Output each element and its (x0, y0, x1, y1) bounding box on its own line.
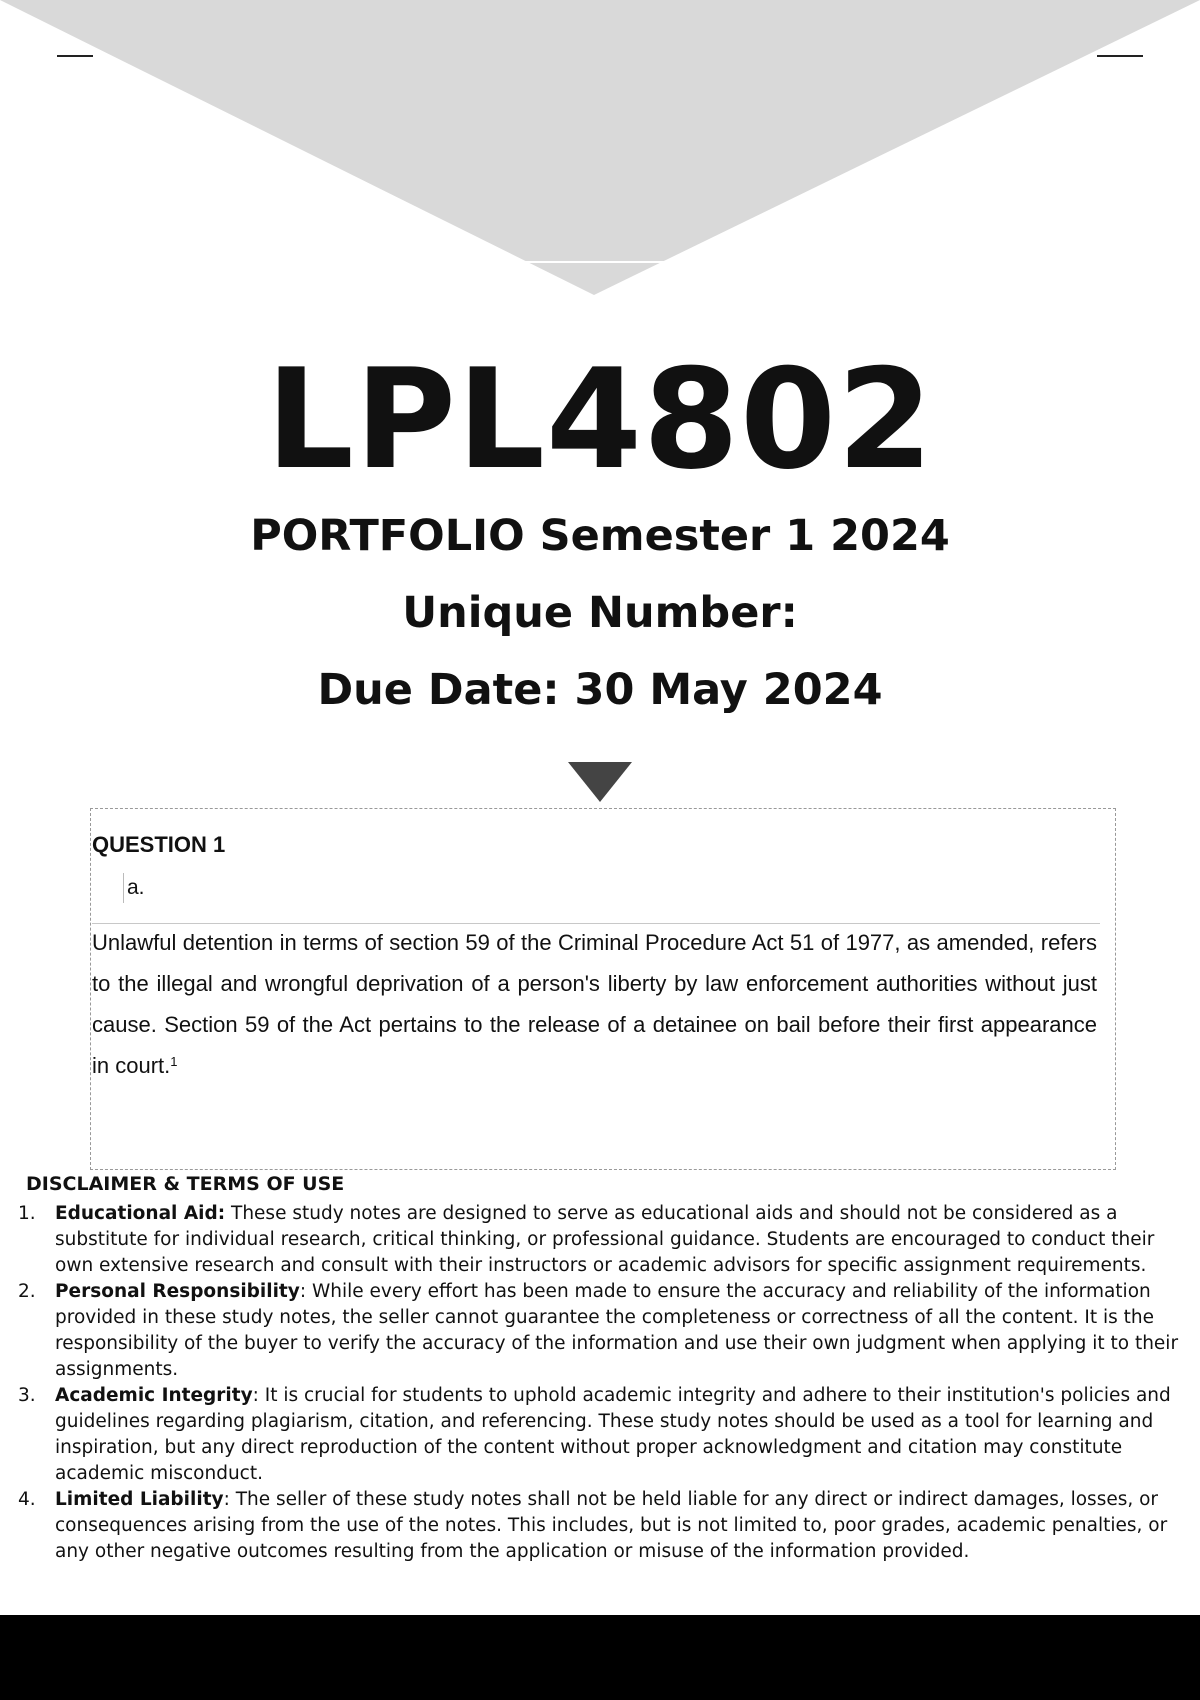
course-code-title: LPL4802 (265, 339, 935, 500)
disclaimer-item-number: 3. (18, 1385, 36, 1406)
disclaimer-item-heading: Academic Integrity (55, 1385, 253, 1406)
disclaimer-item-number: 4. (18, 1489, 36, 1510)
sub-question-marker (123, 873, 124, 903)
disclaimer-item-heading: Educational Aid: (55, 1203, 226, 1224)
disclaimer-title: DISCLAIMER & TERMS OF USE (26, 1173, 345, 1195)
unique-number-line: Unique Number: (402, 588, 798, 638)
down-triangle-icon (568, 762, 632, 802)
footnote-reference: 1 (170, 1054, 178, 1069)
disclaimer-item (18, 1383, 1190, 1487)
disclaimer-item-heading: Personal Responsibility (55, 1281, 300, 1302)
answer-text: Unlawful detention in terms of section 59 of the Criminal Procedure Act 51 of 1977, as amended, refers to the illegal and wrongful deprivation of a person's liberty by law enforcement authorities without just cause. Section 59 of the Act pertains to the release of a detainee on bail before their first appearance in court. (92, 930, 1097, 1078)
disclaimer-list (18, 1201, 1190, 1565)
top-right-rule (1097, 55, 1143, 57)
disclaimer-item (18, 1487, 1190, 1565)
disclaimer-item-text: : The seller of these study notes shall not be held liable for any direct or indirect damages, losses, or consequences arising from the use of the notes. This includes, but is not limited to, poor grades, academic penalties, or any other negative outcomes resulting from the application or misuse of the information provided. (55, 1489, 1168, 1562)
due-date-line: Due Date: 30 May 2024 (317, 665, 883, 715)
portfolio-semester-line: PORTFOLIO Semester 1 2024 (250, 511, 950, 561)
cover-chevron-graphic (0, 0, 1200, 300)
disclaimer-item (18, 1279, 1190, 1383)
question-title: QUESTION 1 (92, 832, 226, 857)
footer-bar (0, 1615, 1200, 1700)
top-left-rule (57, 55, 93, 57)
disclaimer-item-number: 2. (18, 1281, 36, 1302)
disclaimer-item-text: These study notes are designed to serve as educational aids and should not be considered as a substitute for individual research, critical thinking, or professional guidance. Students are encouraged to conduct their own extensive research and consult with their instructors or academic advisors for specific assignment requirements. (55, 1203, 1155, 1276)
answer-paragraph (92, 922, 1097, 1086)
disclaimer-item (18, 1201, 1190, 1279)
sub-question-label: a. (127, 876, 145, 899)
disclaimer-item-heading: Limited Liability (55, 1489, 224, 1510)
disclaimer-item-text: : It is crucial for students to uphold academic integrity and adhere to their institution's policies and guidelines regarding plagiarism, citation, and referencing. These study notes should be used as a tool for learning and inspiration, but any direct reproduction of the content without proper acknowledgment and citation may constitute academic misconduct. (55, 1385, 1171, 1484)
disclaimer-item-number: 1. (18, 1203, 36, 1224)
disclaimer-item-text: : While every effort has been made to ensure the accuracy and reliability of the information provided in these study notes, the seller cannot guarantee the completeness or correctness of all the content. It is the responsibility of the buyer to verify the accuracy of the information and use their own judgment when applying it to their assignments. (55, 1281, 1179, 1380)
